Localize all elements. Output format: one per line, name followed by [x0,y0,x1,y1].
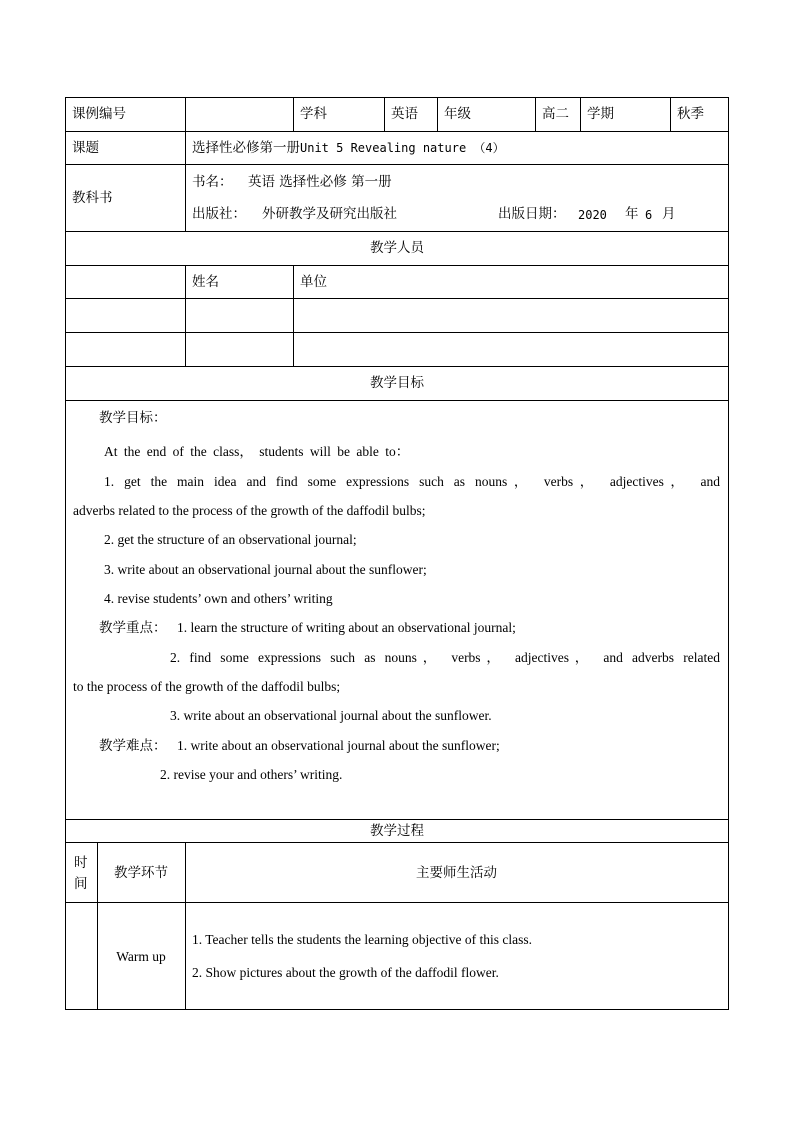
difficulties-label: 教学难点： [99,738,167,754]
goal-heading: 教学目标： [99,410,167,426]
goal-item-1-line-2: adverbs related to the process of the growth of the daffodil bulbs; [73,503,426,518]
key-point-1: 1. learn the structure of writing about an observational journal; [177,620,516,635]
goal-item-3: 3. write about an observational journal about the sunflower; [104,562,427,577]
key-point-3: 3. write about an observational journal about the sunflower. [170,708,492,723]
process-section-title: 教学过程 [370,823,424,839]
process-row-activity-2: 2. Show pictures about the growth of the daffodil flower. [192,965,499,980]
case-number-label: 课例编号 [72,106,126,122]
book-name-label: 书名： [192,174,233,190]
key-point-2-line-2: to the process of the growth of the daffodil bulbs; [73,679,341,694]
difficulty-2: 2. revise your and others’ writing. [160,767,343,782]
publish-date-month: 6 [645,208,653,222]
process-col-time-2: 间 [74,876,88,892]
difficulty-1: 1. write about an observational journal about the sunflower; [177,738,500,753]
topic-value-cn: 选择性必修第一册 [192,140,300,156]
process-row-stage: Warm up [116,949,166,964]
topic-label: 课题 [72,140,99,156]
goal-item-2: 2. get the structure of an observational journal; [104,532,357,547]
publisher-label: 出版社： [192,206,246,222]
topic-value-en: Unit 5 Revealing nature （4） [300,141,505,155]
grade-label: 年级 [444,106,471,122]
goal-intro: At the end of the class， students will be able to： [104,444,410,459]
key-point-2-line-1: 2. find some expressions such as nouns， verbs， adjectives， and adverbs related [170,650,720,665]
textbook-label: 教科书 [72,190,113,206]
term-value: 秋季 [677,106,704,122]
process-col-time-1: 时 [74,855,88,871]
goal-item-4: 4. revise students’ own and others’ writing [104,591,333,606]
term-label: 学期 [587,106,614,122]
key-points-label: 教学重点： [99,620,167,636]
process-col-stage: 教学环节 [114,865,168,881]
objectives-section-title: 教学目标 [370,375,424,391]
process-row-activity-1: 1. Teacher tells the students the learning objective of this class. [192,932,532,947]
book-name-value: 英语 选择性必修 第一册 [248,174,392,190]
subject-label: 学科 [300,106,327,122]
staff-name-header: 姓名 [192,274,219,290]
staff-section-title: 教学人员 [370,240,424,256]
publish-date-year-unit: 年 [625,206,639,222]
staff-row-1 [66,299,184,331]
subject-value: 英语 [391,106,418,122]
publisher-value: 外研教学及研究出版社 [262,206,397,222]
publish-date-label: 出版日期： [498,206,566,222]
publish-date-month-unit: 月 [662,206,676,222]
goal-item-1-line-1: 1. get the main idea and find some expressions such as nouns， verbs， adjectives， and [104,474,720,489]
publish-date-year: 2020 [578,208,607,222]
grade-value: 高二 [542,106,569,122]
staff-row-2 [66,333,184,365]
topic-value [192,140,505,156]
process-col-activity: 主要师生活动 [416,865,497,881]
staff-unit-header: 单位 [300,274,327,290]
